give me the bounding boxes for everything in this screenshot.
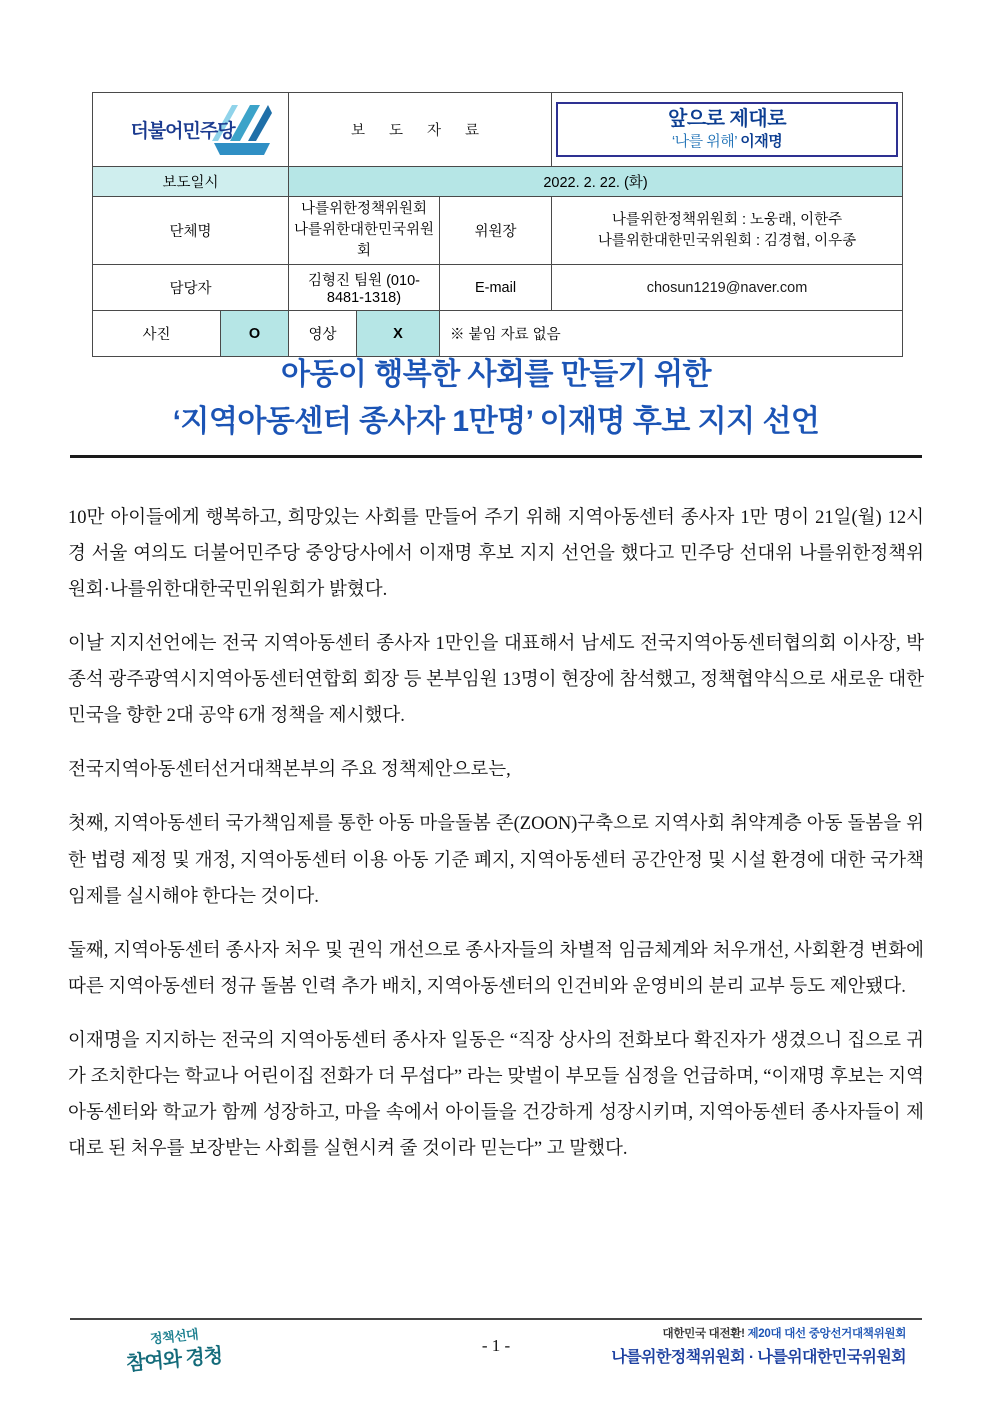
title-divider [70,455,922,458]
footer-committee [611,1325,906,1367]
footer-emblem-line-1: 정책선대 [149,1326,199,1347]
campaign-slogan-cell [552,93,903,167]
party-logo-cell [93,93,289,167]
body-paragraph-2: 이날 지지선언에는 전국 지역아동센터 종사자 1만인을 대표해서 남세도 전국지역아동센터협의회 이사장, 박종석 광주광역시지역아동센터연합회 회장 등 본부임원 13명이 현장에 참석했고, 정책협약식으로 새로운 대한민국을 향한 2대 공약 6개 정책을 제시했다. [68,634,924,727]
headline-line-2: ‘지역아동센터 종사자 1만명’ 이재명 후보 지지 선언 [172,404,820,438]
body-paragraph-6: 이재명을 지지하는 전국의 지역아동센터 종사자 일동은 “직장 상사의 전화보다 확진자가 생겼으니 집으로 귀가 조치한다는 학교나 어린이집 전화가 더 무섭다” 라는 맞벌이 부모들 심정을 언급하며, “이재명 후보는 지역아동센터와 학교가 함께 성장하고, 마을 속에서 아이들을 건강하게 성장시키며, 지역아동센터 종사자들이 제대로 된 처우를 보장받는 사회를 실현시켜 줄 것이라 믿는다” 고 말했다. [68,1030,925,1159]
body-paragraph-4: 첫째, 지역아동센터 국가책임제를 통한 아동 마을돌봄 존(ZOON)구축으로 지역사회 취약계층 아동 돌봄을 위한 법령 제정 및 개정, 지역아동센터 이용 아동 기준 폐지, 지역아동센터 공간안정 및 시설 환경에 대한 국가책임제를 실시해야 한다는 것이다. [68,814,924,907]
page-number: - 1 - [481,1336,511,1355]
organization-line-1: 나를위한정책위원회 [300,201,428,217]
document-title: 보 도 자 료 [289,93,552,167]
chairperson-line-2: 나를위한대한민국위원회 : 김경협, 이우종 [597,232,857,249]
label-release-date: 보도일시 [93,167,289,197]
attachment-note: ※ 붙임 자료 없음 [440,311,903,357]
header-info-table [92,92,902,357]
slogan-line-2: ‘나를 위해’ 이재명 [671,132,783,150]
value-photo: O [221,311,289,357]
chairperson-line-1: 나를위한정책위원회 : 노웅래, 이한주 [611,211,843,228]
article-body [68,500,924,1185]
label-organization: 단체명 [93,197,289,265]
footer-committee-line-1: 대한민국 대전환! 제20대 대선 중앙선거대책위원회 [662,1328,906,1340]
value-email[interactable]: chosun1219@naver.com [552,265,903,311]
label-contact-person: 담당자 [93,265,289,311]
label-video: 영상 [289,311,357,357]
body-paragraph-5: 둘째, 지역아동센터 종사자 처우 및 권익 개선으로 종사자들의 차별적 임금체계와 처우개선, 사회환경 변화에 따른 지역아동센터 정규 돌봄 인력 추가 배치, 지역아동센터의 인건비와 운영비의 분리 교부 등도 제안됐다. [68,940,924,997]
body-paragraph-3: 전국지역아동센터선거대책본부의 주요 정책제안으로는, [68,760,511,781]
label-photo: 사진 [93,311,221,357]
label-chairperson: 위원장 [440,197,552,265]
value-organization [289,197,440,265]
headline-line-1: 아동이 행복한 사회를 만들기 위한 [280,358,712,391]
value-video: X [357,311,440,357]
label-email: E-mail [440,265,552,311]
page-title [70,352,922,445]
organization-line-2: 나를위한대한민국위원회 [293,222,435,260]
body-paragraph-1: 10만 아이들에게 행복하고, 희망있는 사회를 만들어 주기 위해 지역아동센터 종사자 1만 명이 21일(월) 12시경 서울 여의도 더불어민주당 중앙당사에서 이재명 후보 지지 선언을 했다고 민주당 선대위 나를위한정책위원회·나를위한대한국민위원회가 밝혔다. [68,508,924,601]
value-release-date: 2022. 2. 22. (화) [289,167,903,197]
footer-committee-line-2: 나를위한정책위원회 · 나를위대한민국위원회 [611,1349,906,1366]
party-logo-text: 더불어민주당 [130,121,235,142]
value-chairperson [552,197,903,265]
slogan-line-1: 앞으로 제대로 [668,107,787,130]
footer-emblem-line-2: 참여와 경청 [125,1344,224,1376]
value-contact-person: 김형진 팀원 (010-8481-1318) [289,265,440,311]
footer-divider [70,1318,922,1320]
